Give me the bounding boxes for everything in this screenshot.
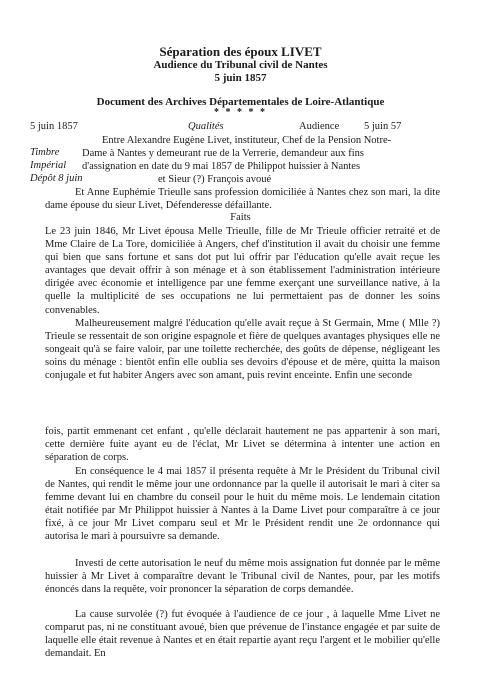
margin-note-timbre: Timbre	[30, 147, 60, 158]
intro-line-2: Dame à Nantes y demeurant rue de la Verrerie, demandeur aux fins	[82, 148, 365, 159]
info-qualites: Qualités	[188, 121, 224, 132]
intro-line-4: et Sieur (?) François avoué	[158, 174, 272, 185]
document-date: 5 juin 1857	[214, 72, 267, 84]
paragraph-5: Investi de cette autorisation le neuf du même mois assignation fut donnée par le même huissier à Mr Livet à comparaître devant le Tribunal civil de Nantes, pour, par les motifs énoncés dans la requête, voir prononcer la séparation de corps demandée.	[45, 558, 440, 596]
intro-line-3: d'assignation en date du 9 mai 1857 de Philippot huissier à Nantes	[82, 161, 361, 172]
intro-line-1: Entre Alexandre Eugène Livet, instituteur, Chef de la Pension Notre-	[102, 135, 392, 146]
paragraph-3: fois, partit emmenant cet enfant , qu'elle déclarait hautement ne pas appartenir à son mari, cette dernière fuite ayant eu de l'éclat, Mr Livet se détermina à intenter une action en séparation de corps.	[45, 426, 440, 464]
margin-note-depot: Dépôt 8 juin	[30, 173, 83, 184]
document-source: Document des Archives Départementales de Loire-Atlantique	[96, 96, 385, 108]
info-audience-label: Audience	[299, 121, 340, 132]
info-row	[0, 121, 481, 135]
info-audience-date: 5 juin 57	[364, 121, 402, 132]
document-title: Séparation des époux LIVET	[159, 44, 322, 59]
intro-defendant: Et Anne Euphémie Trieulle sans profession domiciliée à Nantes chez son mari, la dite dame épouse du sieur Livet, Défenderesse défaillante.	[45, 187, 440, 212]
paragraph-2: Malheureusement malgré l'éducation qu'elle avait reçue à St Germain, Mme ( Mlle ?) Trieule se ressentait de son origine espagnole et fière de quelques avantages physiques elle ne songeait qu'à se faire valoir, par une toilette recherchée, des goûts de dépense, négligeant les soins du ménage : bientôt enfin elle oublia ses devoirs d'épouse et de mère, quitta la maison conjugale et fut habiter Angers avec son amant, puis revint enceinte. Enfin une seconde	[45, 318, 440, 382]
document-subtitle: Audience du Tribunal civil de Nantes	[153, 59, 328, 71]
paragraph-1: Le 23 juin 1846, Mr Livet épousa Melle Trieulle, fille de Mr Trieule officier retraité et de Mme Claire de La Tore, domiciliée à Angers, chef d'institution il avait du choisir une femme qui bien que sans fortune et sans dot put lui offrir par l'éducation qu'elle avait reçue les avantages que devait offrir à son ménage et à son établissement l'administration intérieure dirigée avec économie et intelligence par une femme exerçant une surveillance native, à la quelle la multiplicité de ses occupations ne lui permettaient pas de donner les soins convenables.	[45, 226, 440, 316]
info-left-date: 5 juin 1857	[30, 121, 78, 132]
paragraph-4: En conséquence le 4 mai 1857 il présenta requête à Mr le Président du Tribunal civil de Nantes, qui rendit le même jour une ordonnance par la quelle il autorisait le mari à citer sa femme devant lui en chambre du conseil pour le huit du même mois. Le lendemain citation était notifiée par Mr Philippot huissier à Nantes à la Dame Livet pour comparaître à ce jour fixé, à ce jour Mr Livet comparu seul et Mr le Président rendit une 2e ordonnance qui autorisa le mari à poursuivre sa demande.	[45, 466, 440, 543]
margin-note-imperial: Impérial	[30, 160, 67, 171]
stars-divider: * * * * *	[214, 107, 267, 118]
section-faits: Faits	[230, 212, 251, 223]
paragraph-6: La cause survolée (?) fut évoquée à l'audience de ce jour , à laquelle Mme Livet ne comparut pas, ni ne constituant avoué, bien que prévenue de l'instance engagée et par suite de laquelle elle était revenue à Nantes et en était repartie ayant reçu l'argent et le mobilier qu'elle demandait. En	[45, 609, 440, 660]
